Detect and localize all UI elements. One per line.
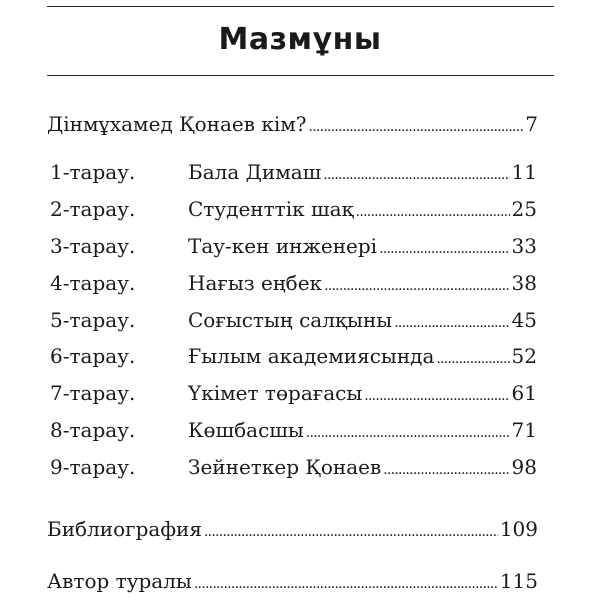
- dot-leader: [383, 454, 509, 483]
- dot-leader: [379, 233, 509, 262]
- toc-entry-about-author[interactable]: [47, 568, 538, 594]
- chapter-number: 5-тарау.: [50, 308, 136, 332]
- chapter-title: Студенттік шақ: [188, 197, 354, 221]
- chapter-page: 33: [511, 234, 537, 258]
- chapter-number: 8-тарау.: [50, 418, 136, 442]
- chapter-title: Зейнеткер Қонаев: [188, 455, 382, 479]
- toc-entry-label: Дінмұхамед Қонаев кім?: [47, 112, 307, 136]
- chapter-number: 7-тарау.: [50, 381, 136, 405]
- dot-leader: [204, 516, 498, 545]
- toc-chapter-2[interactable]: [50, 196, 537, 222]
- toc-chapter-3[interactable]: [50, 233, 537, 259]
- toc-entry-intro[interactable]: [47, 111, 538, 137]
- chapter-page: 98: [511, 455, 537, 479]
- toc-chapter-7[interactable]: [50, 380, 537, 406]
- dot-leader: [324, 270, 509, 299]
- chapter-page: 71: [511, 418, 537, 442]
- dot-leader: [394, 307, 509, 336]
- toc-chapter-6[interactable]: [50, 343, 537, 369]
- dot-leader: [364, 380, 509, 409]
- chapter-title: Тау-кен инженері: [188, 234, 378, 258]
- toc-entry-label: Библиография: [47, 517, 202, 541]
- chapter-title: Бала Димаш: [188, 160, 322, 184]
- toc-entry-page: 115: [499, 569, 538, 593]
- toc-chapter-9[interactable]: [50, 454, 537, 480]
- chapter-title: Нағыз еңбек: [188, 271, 323, 295]
- chapter-number: 9-тарау.: [50, 455, 136, 479]
- chapter-page: 11: [511, 160, 537, 184]
- toc-chapter-8[interactable]: [50, 417, 537, 443]
- toc-chapter-4[interactable]: [50, 270, 537, 296]
- chapter-title: Ғылым академиясында: [188, 344, 435, 368]
- toc-entry-page: 7: [525, 112, 538, 136]
- chapter-page: 25: [511, 197, 537, 221]
- chapter-page: 45: [511, 308, 537, 332]
- chapter-number: 3-тарау.: [50, 234, 136, 258]
- toc-entry-bibliography[interactable]: [47, 516, 538, 542]
- dot-leader: [194, 568, 498, 597]
- dot-leader: [323, 159, 509, 188]
- dot-leader: [309, 111, 524, 140]
- chapter-number: 6-тарау.: [50, 344, 136, 368]
- chapter-number: 1-тарау.: [50, 160, 136, 184]
- chapter-title: Соғыстың салқыны: [188, 308, 393, 332]
- top-rule: [47, 6, 554, 7]
- toc-chapter-1[interactable]: [50, 159, 537, 185]
- dot-leader: [306, 417, 510, 446]
- chapter-page: 38: [511, 271, 537, 295]
- title-underline: [47, 75, 554, 76]
- chapter-number: 2-тарау.: [50, 197, 136, 221]
- chapter-number: 4-тарау.: [50, 271, 136, 295]
- toc-entry-page: 109: [499, 517, 538, 541]
- chapter-page: 52: [511, 344, 537, 368]
- toc-chapter-5[interactable]: [50, 307, 537, 333]
- toc-entry-label: Автор туралы: [47, 569, 192, 593]
- chapter-page: 61: [511, 381, 537, 405]
- dot-leader: [436, 343, 509, 372]
- dot-leader: [356, 196, 510, 225]
- page-title: Мазмұны: [218, 22, 382, 57]
- chapter-title: Үкімет төрағасы: [188, 381, 363, 405]
- chapter-title: Көшбасшы: [188, 418, 304, 442]
